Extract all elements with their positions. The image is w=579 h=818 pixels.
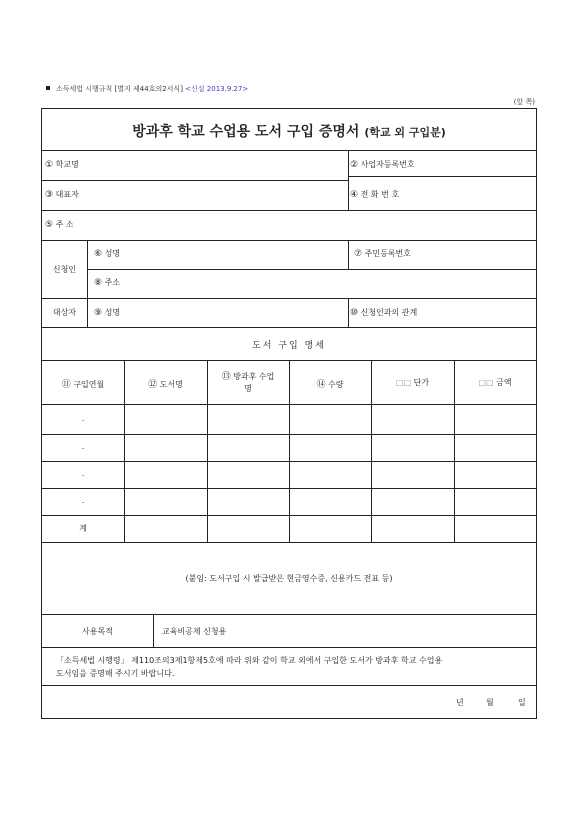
statement-line-2: 도서임을 증명해 주시기 바랍니다. — [56, 669, 175, 678]
table-row: . — [81, 442, 85, 451]
form-title-sub: (학교 외 구입분) — [364, 126, 446, 139]
certificate-form — [41, 108, 537, 719]
target-name-field: ⑨ 성명 — [94, 308, 121, 318]
form-title — [42, 121, 536, 141]
date-day: 일 — [518, 698, 526, 707]
phone-field: ④ 전 화 번 호 — [350, 190, 400, 200]
business-reg-no-field: ② 사업자등록번호 — [350, 160, 415, 170]
page-side-label: (앞 쪽) — [513, 98, 535, 106]
regulation-text: 소득세법 시행규칙 [별지 제44호의2서식] — [56, 85, 183, 93]
date-month: 월 — [486, 698, 494, 707]
col-purchase-month: ⑪ 구입연월 — [61, 380, 105, 390]
table-row: . — [81, 414, 85, 423]
table-row: . — [81, 496, 85, 505]
table-row: . — [81, 469, 85, 478]
target-relation-field: ⑩ 신청인과의 관계 — [350, 308, 418, 318]
bullet-square-icon — [46, 86, 50, 90]
target-label: 대상자 — [52, 308, 77, 317]
applicant-address-field: ⑧ 주소 — [94, 278, 121, 288]
col-class-name: ⑬ 방과후 수업 명 — [221, 372, 275, 393]
regulation-header — [46, 84, 248, 94]
applicant-name-field: ⑥ 성명 — [94, 249, 121, 259]
attachment-note: (붙임: 도서구입 시 발급받은 현금영수증, 신용카드 전표 등) — [185, 574, 393, 583]
purpose-value: 교육비공제 신청용 — [162, 627, 227, 636]
col-quantity: ⑭ 수량 — [316, 380, 344, 390]
statement-line-1: 「소득세법 시행령」 제110조의3제1항제5호에 따라 위와 같이 학교 외에서 구입한 도서가 방과후 학교 수업용 — [56, 656, 443, 665]
form-title-main: 방과후 학교 수업용 도서 구입 증명서 — [132, 124, 360, 140]
purpose-label: 사용목적 — [82, 627, 113, 636]
amendment-text: <신설 2013.9.27> — [185, 85, 249, 93]
applicant-resident-no-field: ⑦ 주민등록번호 — [354, 249, 411, 259]
col-amount: □□ 금액 — [478, 378, 512, 387]
representative-field: ③ 대표자 — [45, 190, 79, 200]
col-book-title: ⑫ 도서명 — [148, 380, 183, 390]
details-heading: 도서 구입 명세 — [252, 341, 326, 351]
address-field: ⑤ 주 소 — [45, 220, 74, 230]
col-unit-price: □□ 단가 — [395, 378, 430, 387]
school-name-field: ① 학교명 — [45, 160, 79, 170]
applicant-label: 신청인 — [52, 265, 77, 274]
total-label: 계 — [79, 524, 87, 533]
date-year: 년 — [456, 698, 464, 707]
